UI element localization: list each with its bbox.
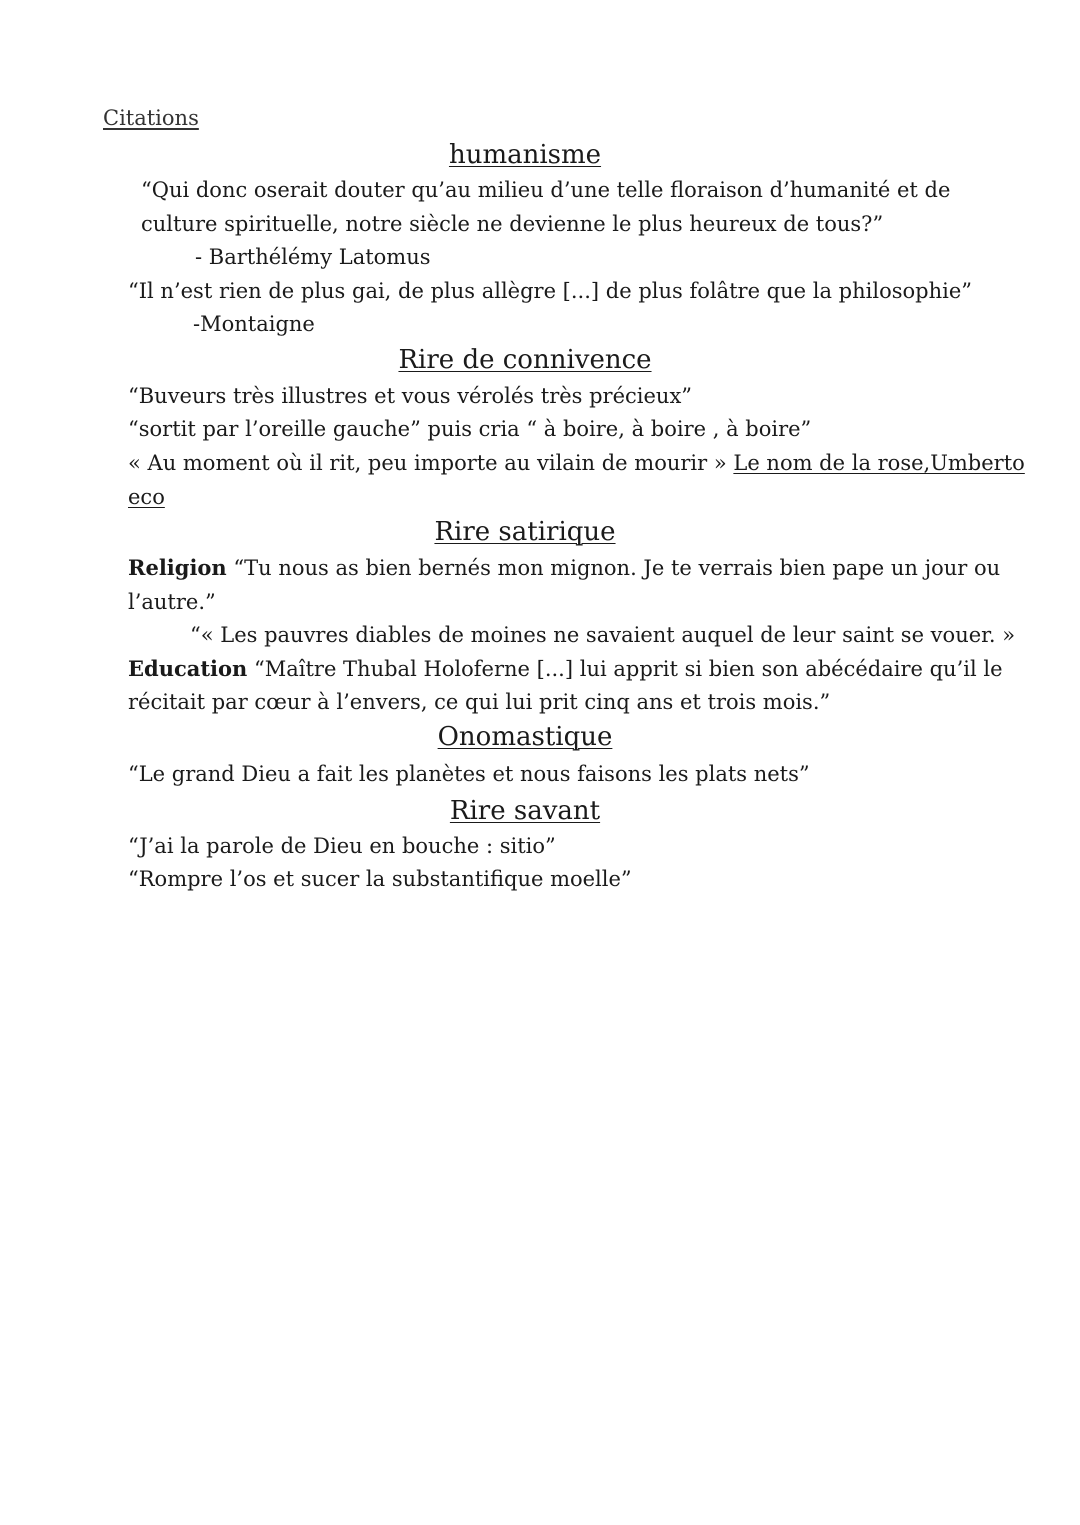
quote-religion-line-2: l’autre.”: [128, 590, 216, 614]
label-education: Education: [128, 656, 248, 681]
author-montaigne: -Montaigne: [193, 312, 315, 336]
reference-eco: eco: [128, 485, 165, 509]
quote-planetes: “Le grand Dieu a fait les planètes et nous faisons les plats nets”: [128, 762, 810, 786]
document-title: Citations: [103, 106, 199, 130]
quote-religion-text: “Tu nous as bien bernés mon mignon. Je te verrais bien pape un jour ou: [226, 556, 1001, 580]
heading-rire-satirique: Rire satirique: [434, 517, 616, 547]
quote-oreille-gauche: “sortit par l’oreille gauche” puis cria “ à boire, à boire , à boire”: [128, 417, 812, 441]
quote-montaigne: “Il n’est rien de plus gai, de plus allègre [...] de plus folâtre que la philosophie”: [128, 279, 972, 303]
quote-vilain-text: « Au moment où il rit, peu importe au vilain de mourir »: [128, 451, 734, 475]
quote-latomus-line-2: culture spirituelle, notre siècle ne devienne le plus heureux de tous?”: [141, 212, 884, 236]
quote-moelle: “Rompre l’os et sucer la substantifique moelle”: [128, 867, 632, 891]
quote-education-line-1: [128, 654, 1003, 684]
reference-nom-de-la-rose: Le nom de la rose,Umberto: [733, 451, 1025, 475]
quote-religion-line-1: [128, 553, 1000, 583]
quote-buveurs: “Buveurs très illustres et vous vérolés très précieux”: [128, 384, 693, 408]
heading-rire-savant: Rire savant: [449, 796, 601, 826]
heading-humanisme: humanisme: [448, 140, 602, 170]
label-religion: Religion: [128, 555, 227, 580]
quote-latomus-line-1: “Qui donc oserait douter qu’au milieu d’une telle floraison d’humanité et de: [141, 178, 951, 202]
quote-sitio: “J’ai la parole de Dieu en bouche : sitio”: [128, 834, 556, 858]
author-latomus: - Barthélémy Latomus: [195, 245, 431, 269]
quote-education-line-2: récitait par cœur à l’envers, ce qui lui prit cinq ans et trois mois.”: [128, 690, 831, 714]
quote-education-text: “Maître Thubal Holoferne [...] lui apprit si bien son abécédaire qu’il le: [247, 657, 1003, 681]
heading-rire-de-connivence: Rire de connivence: [398, 345, 652, 375]
quote-moines: “« Les pauvres diables de moines ne savaient auquel de leur saint se vouer. »: [190, 623, 1016, 647]
quote-vilain: [128, 448, 1025, 478]
heading-onomastique: Onomastique: [437, 722, 613, 752]
